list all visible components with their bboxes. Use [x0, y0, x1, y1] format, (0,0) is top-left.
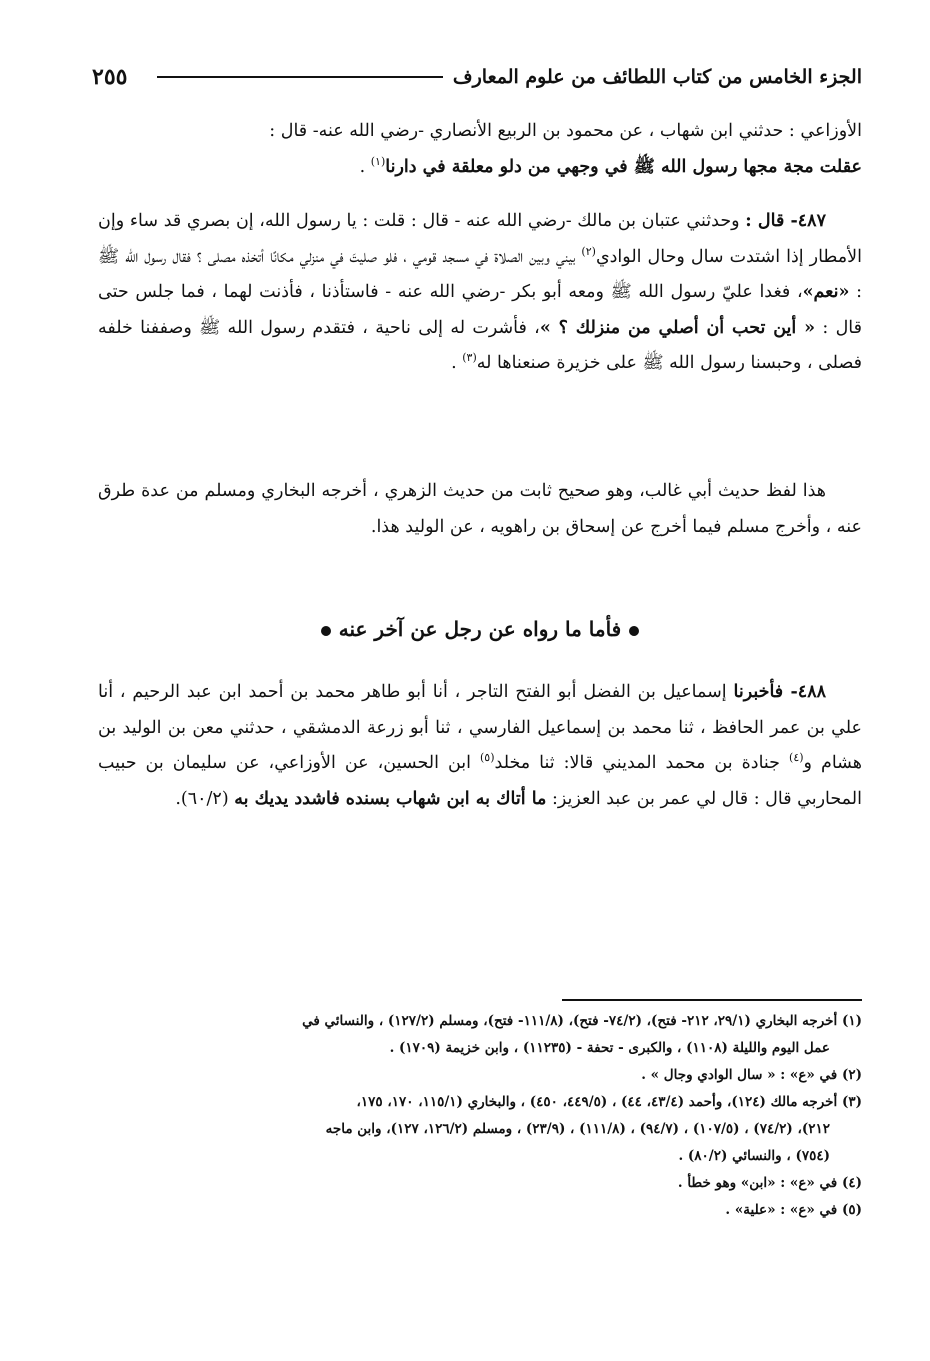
footnote-ref-5: (٥): [480, 751, 495, 765]
paragraph-1-line-2: عقلت مجة مجها رسول الله ﷺ في وجهي من دلو معلقة في دارنا$^{(١)}$ .: [359, 154, 862, 177]
footnote-ref-3: (٣): [462, 351, 477, 365]
footnote-3-cont: ٢١٢)، (٧٤/٢) ، (١٠٧/٥) ، (٩٤/٧) ، (١١١/٨) ، (٢٣/٩) ، ومسلم (١٢٦/٢، ١٢٧)، وابن ماجه: [325, 1121, 830, 1137]
quote-ayna: « أين تحب أن أصلي من منزلك ؟ »: [539, 317, 816, 338]
footnote-2: (٢) في «ع» : « سال الوادي وجال » .: [641, 1067, 862, 1083]
paragraph-488: [98, 675, 862, 817]
commentary-text: هذا لفظ حديث أبي غالب، وهو صحيح ثابت من حديث الزهري ، أخرجه البخاري ومسلم من عدة طرق عنه ، وأخرج مسلم فيما أخرج عن إسحاق بن راهويه ، عن الوليد هذا.: [98, 481, 862, 537]
section-title: فأما ما رواه عن رجل عن آخر عنه: [338, 617, 622, 641]
paragraph-487: [98, 204, 862, 382]
paragraph-1-line-1: الأوزاعي : حدثني ابن شهاب ، عن محمود بن الربيع الأنصاري -رضي الله عنه- قال :: [269, 121, 862, 141]
paragraph-1: [98, 114, 862, 185]
page-number: ٢٥٥: [92, 64, 128, 90]
section-heading: [98, 617, 862, 641]
header-rule: [157, 76, 442, 78]
footnote-ref-1: (١): [370, 154, 386, 168]
hadith-number-488: ٤٨٨- فأخبرنا: [733, 682, 826, 702]
footnotes: [98, 1008, 862, 1224]
paragraph-487-text: ٤٨٧- قال : وحدثني عتبان بن مالك -رضي الله عنه - قال : قلت : يا رسول الله، إن بصري قد ساء وإن الأمطار إذا اشتدت سال وحال الوادي$^{(٢)}$ بيني وبين الصلاة في مسجد قومي ، فلو صليتَ في منزلي مكانًا أتخذه مصلى ؟ فقال رسول الله ﷺ : «نعم»، فغدا عليّ رسول الله ﷺ ومعه أبو بكر -رضي الله عنه - فاستأذنا ، فأذنت لهما ، فما جلس حتى قال : « أين تحب أن أصلي من منزلك ؟ »، فأشرت له إلى ناحية ، فتقدم رسول الله ﷺ وصففنا خلفه فصلى ، وحبسنا رسول الله ﷺ على خزيرة صنعناها له$^{(٣)}$ .: [98, 211, 862, 373]
footnote-ref-2: (٢): [581, 244, 596, 258]
paragraph-commentary: [98, 474, 862, 545]
quoted-hadith: عقلت مجة مجها رسول الله ﷺ في وجهي من دلو معلقة في دارنا: [385, 156, 862, 177]
footnote-1: (١) أخرجه البخاري (٢٩/١، ٢١٢- فتح)، (٧٤/٢- فتح)، (١١١/٨- فتح)، ومسلم (١٢٧/٢) ، والنسائي في: [302, 1013, 862, 1029]
quote-naam: «نعم»: [802, 282, 850, 302]
footnote-3: (٣) أخرجه مالك (١٢٤)، وأحمد (٤٣/٤، ٤٤) ، (٤٤٩/٥، ٤٥٠) ، والبخاري (١١٥/١، ١٧٠، ١٧٥،: [356, 1094, 862, 1110]
footnote-separator: [562, 999, 862, 1001]
quote-umar: ما أتاك به ابن شهاب بسنده فاشدد يديك به: [234, 788, 547, 809]
footnote-4: (٤) في «ع» : «ابن» وهو خطأ .: [677, 1175, 862, 1191]
footnote-3-cont2: (٧٥٤) ، والنسائي (٨٠/٢) .: [678, 1148, 830, 1164]
footnote-1-cont: عمل اليوم والليلة (١١٠٨) ، والكبرى - تحفة - (١١٢٣٥) ، وابن خزيمة (١٧٠٩) .: [389, 1040, 830, 1056]
running-title: الجزء الخامس من كتاب اللطائف من علوم المعارف: [452, 66, 862, 88]
bullet-icon: [321, 626, 331, 636]
running-header: [92, 60, 862, 94]
bullet-icon: [629, 626, 639, 636]
paragraph-488-text: ٤٨٨- فأخبرنا إسماعيل بن الفضل أبو الفتح التاجر ، أنا أبو طاهر محمد بن أحمد ابن عبد الرحيم ، أنا علي بن عمر الحافظ ، ثنا محمد بن إسماعيل الفارسي ، ثنا أبو زرعة الدمشقي ، حدثني معن بن الوليد بن هشام و$^{(٤)}$ جنادة بن محمد المديني قالا: ثنا مخلد$^{(٥)}$ ابن الحسين، عن الأوزاعي، عن سليمان بن حبيب المحاربي قال : قال لي عمر بن عبد العزيز: ما أتاك به ابن شهاب بسنده فاشدد يديك به (٦٠/٢).: [98, 682, 862, 809]
hadith-number-487: ٤٨٧- قال :: [745, 211, 826, 231]
footnote-ref-4: (٤): [789, 751, 804, 765]
footnote-5: (٥) في «ع» : «علية» .: [725, 1202, 862, 1218]
